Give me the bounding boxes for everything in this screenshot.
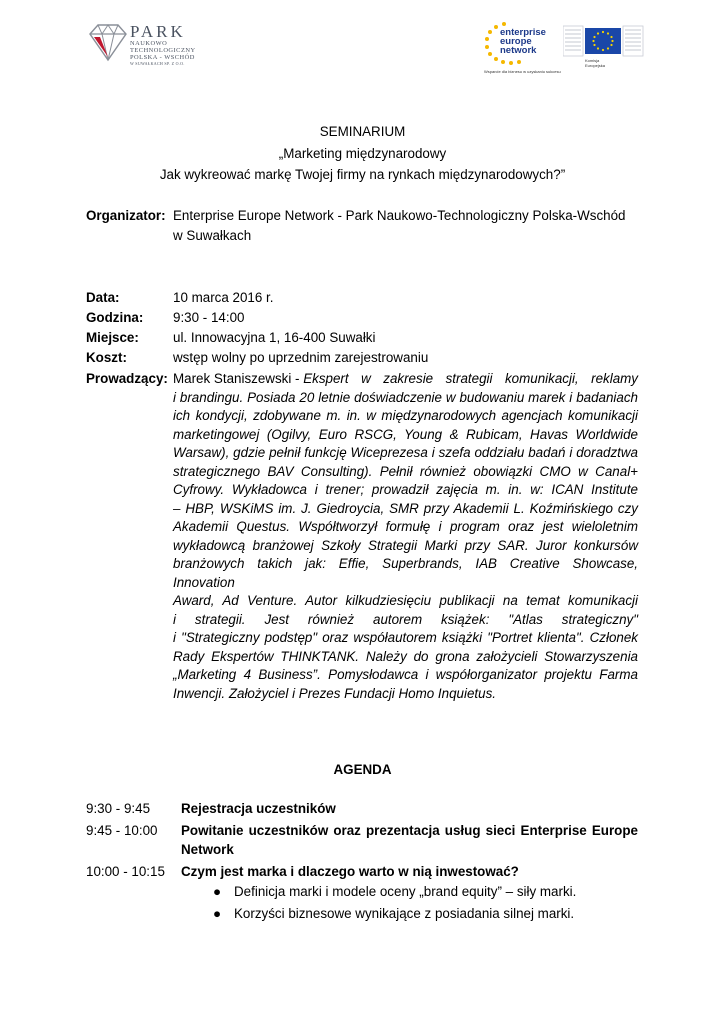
agenda-item-title: Powitanie uczestników oraz prezentacja usług sieci Enterprise Europe <box>181 823 638 838</box>
organizer-line1: Enterprise Europe Network - Park Naukowo-Technologiczny Polska-Wschód <box>173 208 626 223</box>
ec-logo-caption2: Europejska <box>585 63 606 68</box>
time-label: Godzina: <box>86 310 144 325</box>
host-bio-line: i "Strategiczny podstęp" oraz współautorem książki "Portret klienta". Członek <box>173 630 638 645</box>
host-bio <box>173 370 638 703</box>
een-logo-line3: network <box>500 45 537 56</box>
host-name: Marek Staniszewski - <box>173 371 304 386</box>
agenda-bullet: Korzyści biznesowe wynikające z posiadania silnej marki. <box>234 906 575 921</box>
place-value: ul. Innowacyjna 1, 16-400 Suwałki <box>173 330 376 345</box>
date-value: 10 marca 2016 r. <box>173 290 274 305</box>
host-bio-line: Rady Ekspertów THINKTANK. Należy do grona założycieli Stowarzyszenia <box>173 648 638 664</box>
date-label: Data: <box>86 290 120 305</box>
park-logo-title: PARK <box>130 22 186 41</box>
park-logo <box>86 22 206 66</box>
een-logo-tagline: Wsparcie dla biznesu w uzyskaniu sukcesu <box>484 69 561 74</box>
een-logo <box>484 22 561 78</box>
ec-logo <box>563 18 645 74</box>
bullet-icon: ● <box>213 884 222 899</box>
host-bio-line: Warsaw), gdzie pełnił funkcję Wiceprezesa i szefa oddziału badań i doradztwa <box>173 445 638 460</box>
park-logo-line4: W SUWAŁKACH SP. Z O.O. <box>130 61 185 66</box>
bullet-icon: ● <box>213 906 222 921</box>
host-bio-line: Ekspert w zakresie strategii komunikacji, reklamy <box>303 371 638 386</box>
seminar-subtitle: Jak wykreować markę Twojej firmy na rynkach międzynarodowych?” <box>159 167 566 182</box>
place-label: Miejsce: <box>86 330 139 345</box>
diamond-icon <box>86 22 130 62</box>
host-bio-line: wykładowcą branżowej Szkoły Strategii Marki przy SAR. Juror konkursów <box>173 537 638 553</box>
agenda-item-title-cont: Network <box>181 842 234 857</box>
agenda-item-title: Rejestracja uczestników <box>181 801 336 816</box>
host-bio-line: Inwencji. Założyciel i Prezes Fundacji Homo Inquietus. <box>173 685 497 701</box>
park-logo-line1: NAUKOWO <box>130 40 168 47</box>
seminar-title: „Marketing międzynarodowy <box>278 146 447 161</box>
agenda-item-title: Czym jest marka i dlaczego warto w nią inwestować? <box>181 864 519 879</box>
organizer-label: Organizator: <box>86 208 166 223</box>
host-bio-line: marketingowej (Ogilvy, Euro RSCG, Young & Rubicam, Havas Worldwide <box>173 426 638 442</box>
host-bio-line: branżowych takich jak: Effie, Superbrands, IAB Creative Showcase, Innovation <box>173 556 638 590</box>
agenda-bullet: Definicja marki i modele oceny „brand equity” – siły marki. <box>234 884 577 899</box>
een-logo-line2: europe <box>500 36 532 47</box>
host-bio-line: ich kondycji, zdobywane m. in. w międzynarodowych agencjach komunikacji <box>173 408 638 423</box>
organizer-line2: w Suwałkach <box>173 228 252 243</box>
een-logo-line1: enterprise <box>500 27 546 38</box>
agenda-time: 9:45 - 10:00 <box>86 823 158 838</box>
host-bio-line: – HBP, WSKiMS im. J. Giedroycia, SMR przy Akademii L. Koźmińskiego czy <box>173 500 638 516</box>
host-bio-line: Akademii Questus. Współtworzył formułę i program oraz jest wieloletnim <box>173 519 638 534</box>
seminar-label: SEMINARIUM <box>319 124 406 139</box>
park-logo-line2: TECHNOLOGICZNY <box>130 47 196 54</box>
host-bio-line: Award, Ad Venture. Autor kilkudziesięciu publikacji na temat komunikacji <box>173 593 638 608</box>
cost-value: wstęp wolny po uprzednim zarejestrowaniu <box>173 350 429 365</box>
time-value: 9:30 - 14:00 <box>173 310 245 325</box>
host-bio-line: strategicznego BAV Consulting). Pełnił również obowiązki CMO w Canal+ <box>173 463 638 479</box>
host-bio-line: „Marketing 4 Business”. Pomysłodawca i współorganizator projektu Farma <box>173 667 638 682</box>
agenda-time: 9:30 - 9:45 <box>86 801 151 816</box>
agenda-title: AGENDA <box>333 762 392 777</box>
host-bio-line: i strategii. Jest również autorem książek: "Atlas strategiczny" <box>173 611 638 627</box>
host-bio-line: i brandingu. Posiada 20 letnie doświadczenie w budowaniu marek i badaniach <box>173 389 638 405</box>
cost-label: Koszt: <box>86 350 127 365</box>
host-label: Prowadzący: <box>86 371 168 386</box>
agenda-time: 10:00 - 10:15 <box>86 864 165 879</box>
park-logo-line3: POLSKA - WSCHÓD <box>130 54 195 61</box>
ec-logo-caption1: Komisja <box>585 58 600 63</box>
host-bio-line: Cyfrowy. Wykładowca i trener; prowadził zajęcia m. in. w: ICAN Institute <box>173 482 638 497</box>
